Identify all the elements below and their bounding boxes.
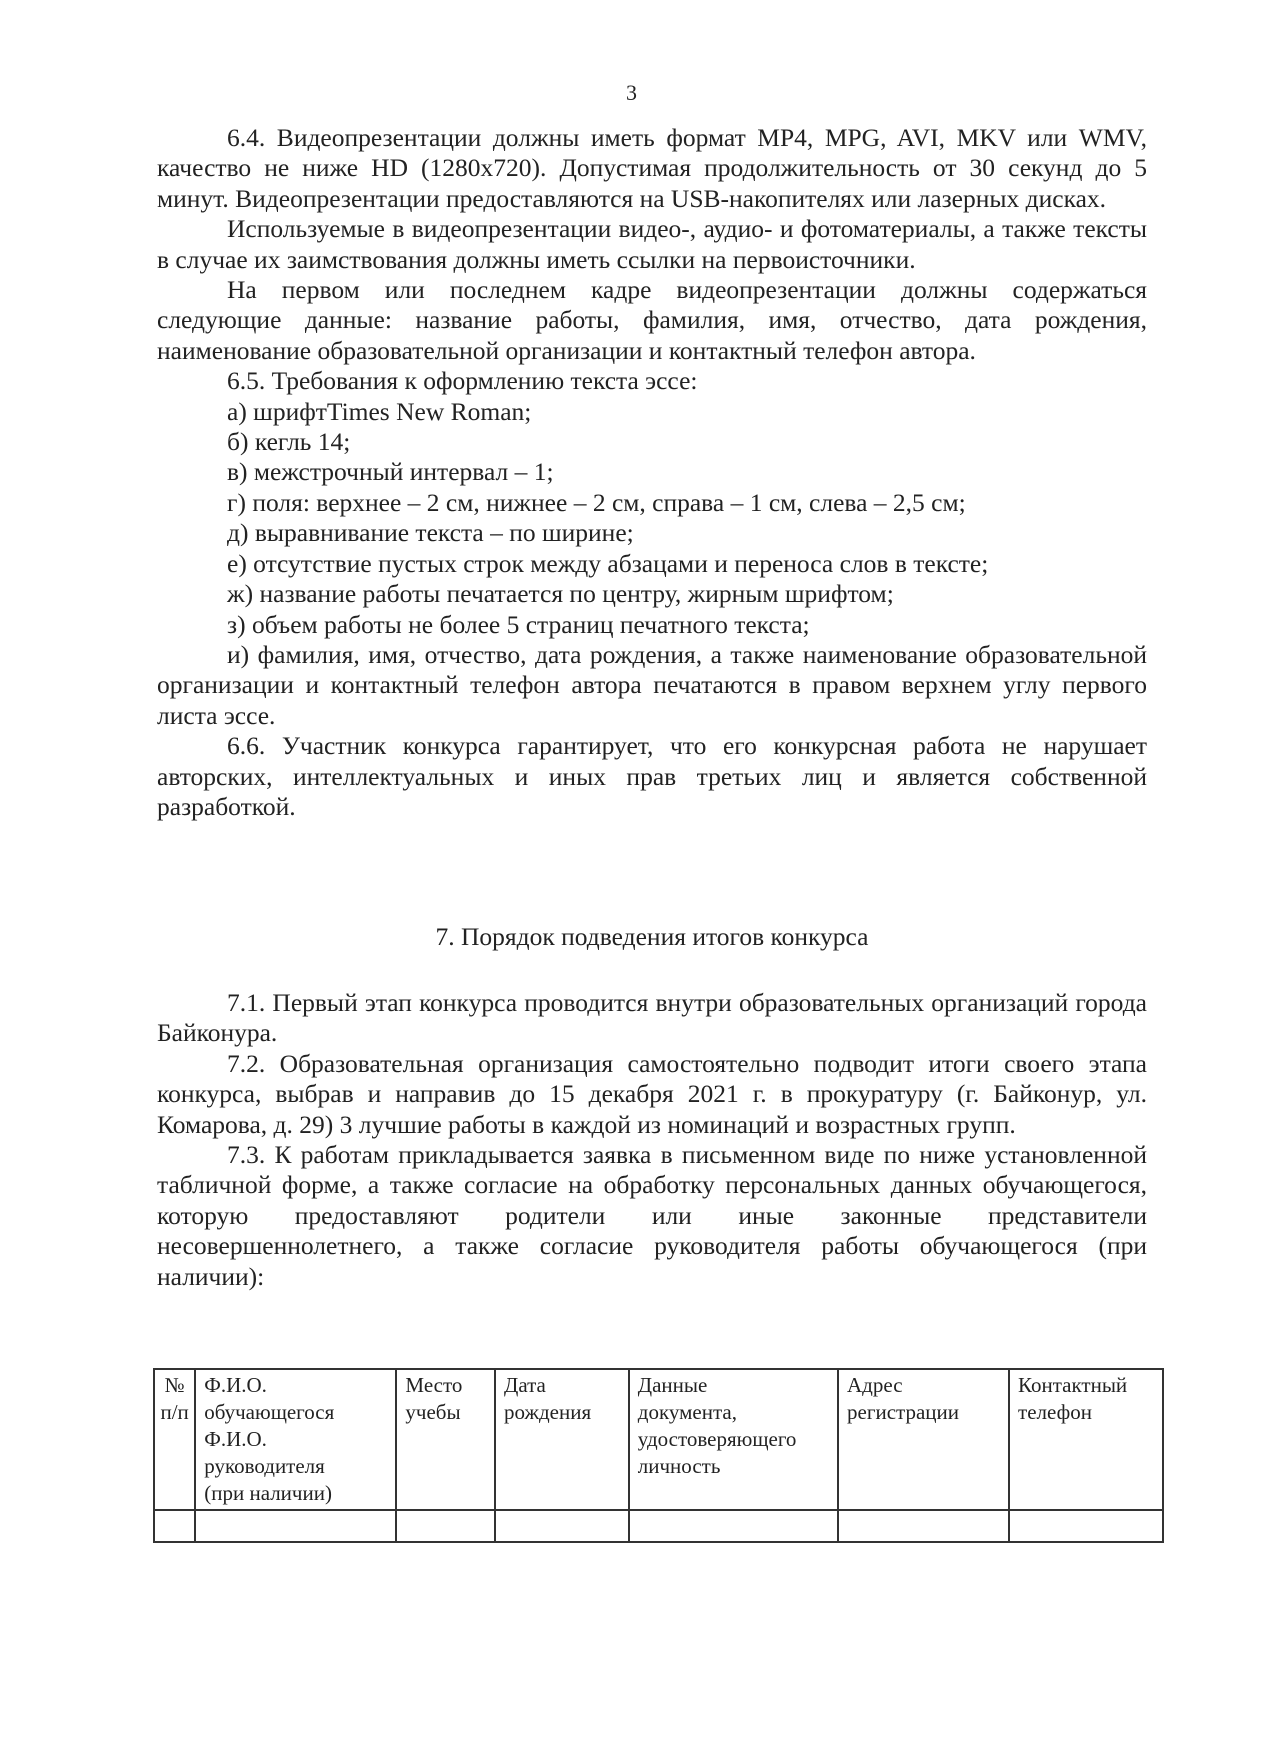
header-line: обучающегося xyxy=(204,1400,335,1424)
table-cell xyxy=(1009,1510,1163,1542)
list-item: ж) название работы печатается по центру, жирным шрифтом; xyxy=(227,579,894,609)
list-item: з) объем работы не более 5 страниц печатного текста; xyxy=(227,609,810,639)
header-line: № xyxy=(164,1373,185,1397)
header-line: личность xyxy=(637,1454,721,1478)
header-line: документа, xyxy=(637,1400,737,1424)
application-form-table xyxy=(153,1368,1164,1543)
paragraph-7-3: 7.3. К работам прикладывается заявка в письменном виде по ниже установленной табличной форме, а также согласие на обработку персональных данных обучающегося, которую предоставляют родители или иные законные представители несовершеннолетнего, а также согласие руководителя работы обучающегося (при наличии): xyxy=(157,1140,1147,1291)
header-line: Дата xyxy=(504,1373,546,1397)
header-line: руководителя xyxy=(204,1454,325,1478)
page-number: 3 xyxy=(626,80,637,105)
header-fio xyxy=(195,1369,396,1510)
paragraph-6-6: 6.6. Участник конкурса гарантирует, что его конкурсная работа не нарушает авторских, интеллектуальных и иных прав третьих лиц и является собственной разработкой. xyxy=(157,731,1147,821)
header-address xyxy=(838,1369,1009,1510)
header-line: Место xyxy=(405,1373,463,1397)
header-line: (при наличии) xyxy=(204,1481,332,1505)
list-item: в) межстрочный интервал – 1; xyxy=(227,457,554,487)
table-cell xyxy=(495,1510,629,1542)
header-line: п/п xyxy=(160,1400,189,1424)
header-line: удостоверяющего xyxy=(637,1427,797,1451)
header-line: Данные xyxy=(637,1373,708,1397)
section-7-body xyxy=(157,988,1147,1292)
table-cell xyxy=(629,1510,838,1542)
list-item: д) выравнивание текста – по ширине; xyxy=(227,518,634,548)
header-line: Ф.И.О. xyxy=(204,1427,267,1451)
section-7-heading: 7. Порядок подведения итогов конкурса xyxy=(435,922,869,951)
paragraph-7-1: 7.1. Первый этап конкурса проводится внутри образовательных организаций города Байконура. xyxy=(157,988,1147,1048)
table-cell xyxy=(838,1510,1009,1542)
table-header-row xyxy=(154,1369,1163,1510)
header-phone xyxy=(1009,1369,1163,1510)
list-item: е) отсутствие пустых строк между абзацами и переноса слов в тексте; xyxy=(227,548,989,578)
header-birth-date xyxy=(495,1369,629,1510)
paragraph-6-4: 6.4. Видеопрезентации должны иметь формат MP4, MPG, AVI, MKV или WMV, качество не ниже HD (1280х720). Допустимая продолжительность от 30 секунд до 5 минут. Видеопрезентации предоставляются на USB-накопителях или лазерных дисках. xyxy=(157,123,1147,213)
list-item: б) кегль 14; xyxy=(227,427,351,457)
header-line: Контактный xyxy=(1018,1373,1128,1397)
header-number xyxy=(154,1369,195,1510)
table-cell xyxy=(195,1510,396,1542)
header-line: Адрес xyxy=(847,1373,903,1397)
header-line: учебы xyxy=(405,1400,461,1424)
list-item: г) поля: верхнее – 2 см, нижнее – 2 см, справа – 1 см, слева – 2,5 см; xyxy=(227,487,966,517)
header-line: регистрации xyxy=(847,1400,959,1424)
section-6-body xyxy=(157,123,1147,822)
header-study-place xyxy=(396,1369,495,1510)
header-line: Ф.И.О. xyxy=(204,1373,267,1397)
list-item: а) шрифтTimes New Roman; xyxy=(227,396,532,426)
paragraph-6-4-frame-data: На первом или последнем кадре видеопрезентации должны содержаться следующие данные: название работы, фамилия, имя, отчество, дата рождения, наименование образовательной организации и контактный телефон автора. xyxy=(157,275,1147,365)
table-cell xyxy=(396,1510,495,1542)
paragraph-6-4-sources: Используемые в видеопрезентации видео-, аудио- и фотоматериалы, а также тексты в случае их заимствования должны иметь ссылки на первоисточники. xyxy=(157,214,1147,274)
header-id-document xyxy=(629,1369,838,1510)
table-row xyxy=(154,1510,1163,1542)
header-line: рождения xyxy=(504,1400,592,1424)
list-item-i: и) фамилия, имя, отчество, дата рождения, а также наименование образовательной организации и контактный телефон автора печатаются в правом верхнем углу первого листа эссе. xyxy=(157,639,1147,730)
paragraph-6-5: 6.5. Требования к оформлению текста эссе: xyxy=(227,366,698,396)
table-cell xyxy=(154,1510,195,1542)
paragraph-7-2: 7.2. Образовательная организация самостоятельно подводит итоги своего этапа конкурса, выбрав и направив до 15 декабря 2021 г. в прокуратуру (г. Байконур, ул. Комарова, д. 29) 3 лучшие работы в каждой из номинаций и возрастных групп. xyxy=(157,1048,1147,1139)
header-line: телефон xyxy=(1018,1400,1092,1424)
